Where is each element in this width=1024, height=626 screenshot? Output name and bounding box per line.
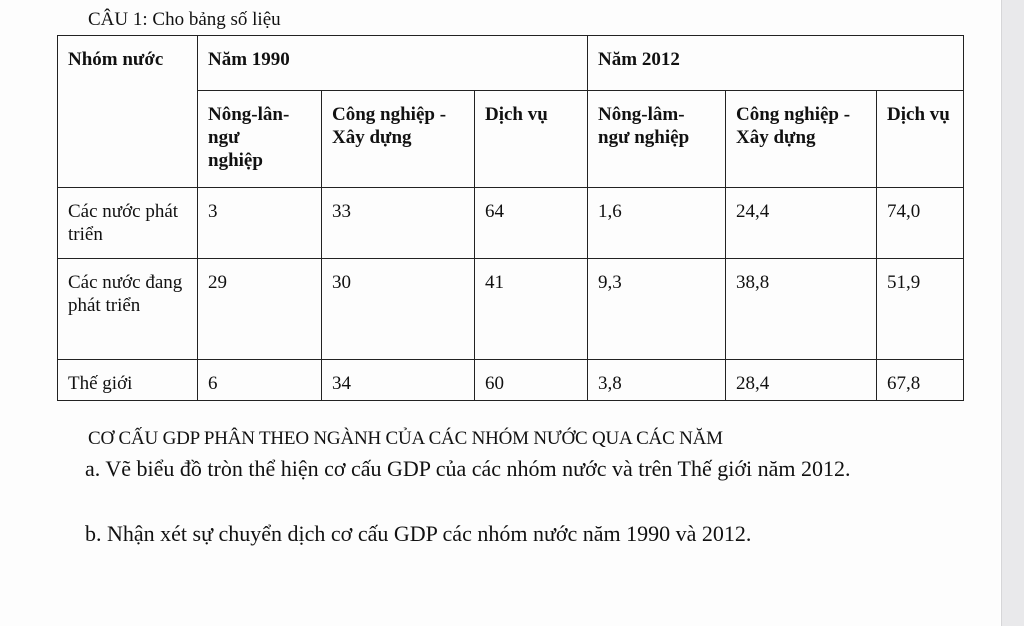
table-cell: 60	[475, 360, 588, 401]
table-cell: 34	[322, 360, 475, 401]
table-cell: 67,8	[877, 360, 964, 401]
table-row	[58, 259, 964, 360]
table-cell: 74,0	[877, 188, 964, 259]
table-cell: 28,4	[726, 360, 877, 401]
sector-header: Công nghiệp - Xây dựng	[322, 91, 475, 188]
group-label: Các nước phát triển	[58, 188, 198, 259]
table-cell: 3,8	[588, 360, 726, 401]
year-header-2012: Năm 2012	[588, 36, 964, 91]
table-cell: 51,9	[877, 259, 964, 360]
question-heading: CÂU 1: Cho bảng số liệu	[88, 9, 281, 30]
table-cell: 41	[475, 259, 588, 360]
corner-header: Nhóm nước	[58, 36, 198, 188]
table-cell: 29	[198, 259, 322, 360]
question-b: b. Nhận xét sự chuyển dịch cơ cấu GDP các nhóm nước năm 1990 và 2012.	[85, 521, 752, 546]
table-caption: CƠ CẤU GDP PHÂN THEO NGÀNH CỦA CÁC NHÓM NƯỚC QUA CÁC NĂM	[88, 428, 723, 449]
table-cell: 6	[198, 360, 322, 401]
year-header-1990: Năm 1990	[198, 36, 588, 91]
table-cell: 3	[198, 188, 322, 259]
header-row-years	[58, 36, 964, 91]
sector-header: Công nghiệp - Xây dựng	[726, 91, 877, 188]
table-cell: 24,4	[726, 188, 877, 259]
scrollbar-track[interactable]	[1001, 0, 1024, 626]
group-label: Các nước đang phát triển	[58, 259, 198, 360]
table-cell: 9,3	[588, 259, 726, 360]
sector-header: Nông-lâm-ngư nghiệp	[588, 91, 726, 188]
sector-header: Nông-lân-ngư nghiệp	[198, 91, 322, 188]
group-label: Thế giới	[58, 360, 198, 401]
table-cell: 30	[322, 259, 475, 360]
table-cell: 1,6	[588, 188, 726, 259]
question-a: a. Vẽ biểu đồ tròn thể hiện cơ cấu GDP của các nhóm nước và trên Thế giới năm 2012.	[85, 456, 851, 481]
table-cell: 64	[475, 188, 588, 259]
table-cell: 33	[322, 188, 475, 259]
gdp-structure-table	[57, 35, 964, 401]
sector-header: Dịch vụ	[475, 91, 588, 188]
table-row	[58, 360, 964, 401]
table-cell: 38,8	[726, 259, 877, 360]
table-row	[58, 188, 964, 259]
sector-header: Dịch vụ	[877, 91, 964, 188]
